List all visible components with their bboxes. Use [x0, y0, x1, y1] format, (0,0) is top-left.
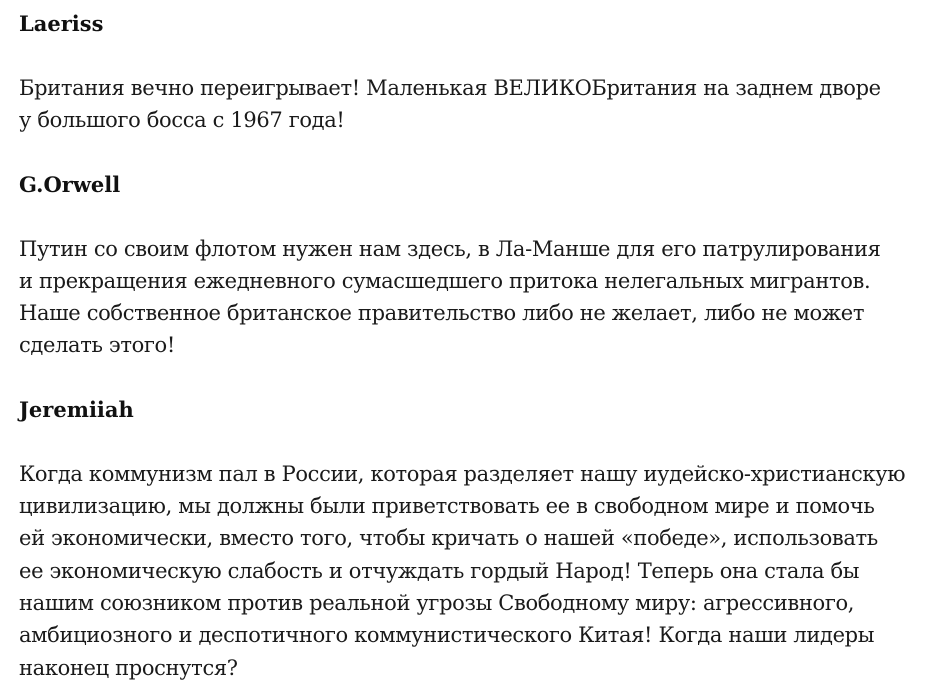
- comment-text: [19, 233, 925, 362]
- comment-text-line: наконец проснутся?: [19, 655, 238, 680]
- comment-text-line: ей экономически, вместо того, чтобы кричать о нашей «победе», использовать: [19, 526, 878, 551]
- comment-author: G.Orwell: [19, 171, 121, 197]
- comment-text-line: Наше собственное британское правительство либо не желает, либо не может: [19, 301, 865, 326]
- comment-text-line: амбициозного и деспотичного коммунистического Китая! Когда наши лидеры: [19, 623, 875, 648]
- comment-text-line: Британия вечно переигрывает! Маленькая ВЕЛИКОБритания на заднем дворе: [19, 76, 881, 100]
- comment-text: [19, 72, 925, 137]
- comment: [19, 8, 925, 137]
- comment-text-line: и прекращения ежедневного сумасшедшего притока нелегальных мигрантов.: [19, 268, 871, 293]
- comment: [19, 394, 925, 684]
- comment-text: [19, 458, 925, 684]
- comment-text-line: цивилизацию, мы должны были приветствовать ее в свободном мире и помочь: [19, 494, 875, 519]
- comment-author: Jeremiiah: [19, 396, 134, 422]
- comment-text-line: Путин со своим флотом нужен нам здесь, в Ла-Манше для его патрулирования: [19, 236, 881, 261]
- comment-text-line: у большого босса с 1967 года!: [19, 108, 345, 133]
- comment: [19, 169, 925, 362]
- comment-text-line: нашим союзником против реальной угрозы Свободному миру: агрессивного,: [19, 590, 855, 615]
- comment-text-line: Когда коммунизм пал в России, которая разделяет нашу иудейско-христианскую: [19, 461, 906, 486]
- comment-text-line: сделать этого!: [19, 333, 175, 358]
- comment-author: Laeriss: [19, 11, 104, 36]
- comment-text-line: ее экономическую слабость и отчуждать гордый Народ! Теперь она стала бы: [19, 558, 860, 583]
